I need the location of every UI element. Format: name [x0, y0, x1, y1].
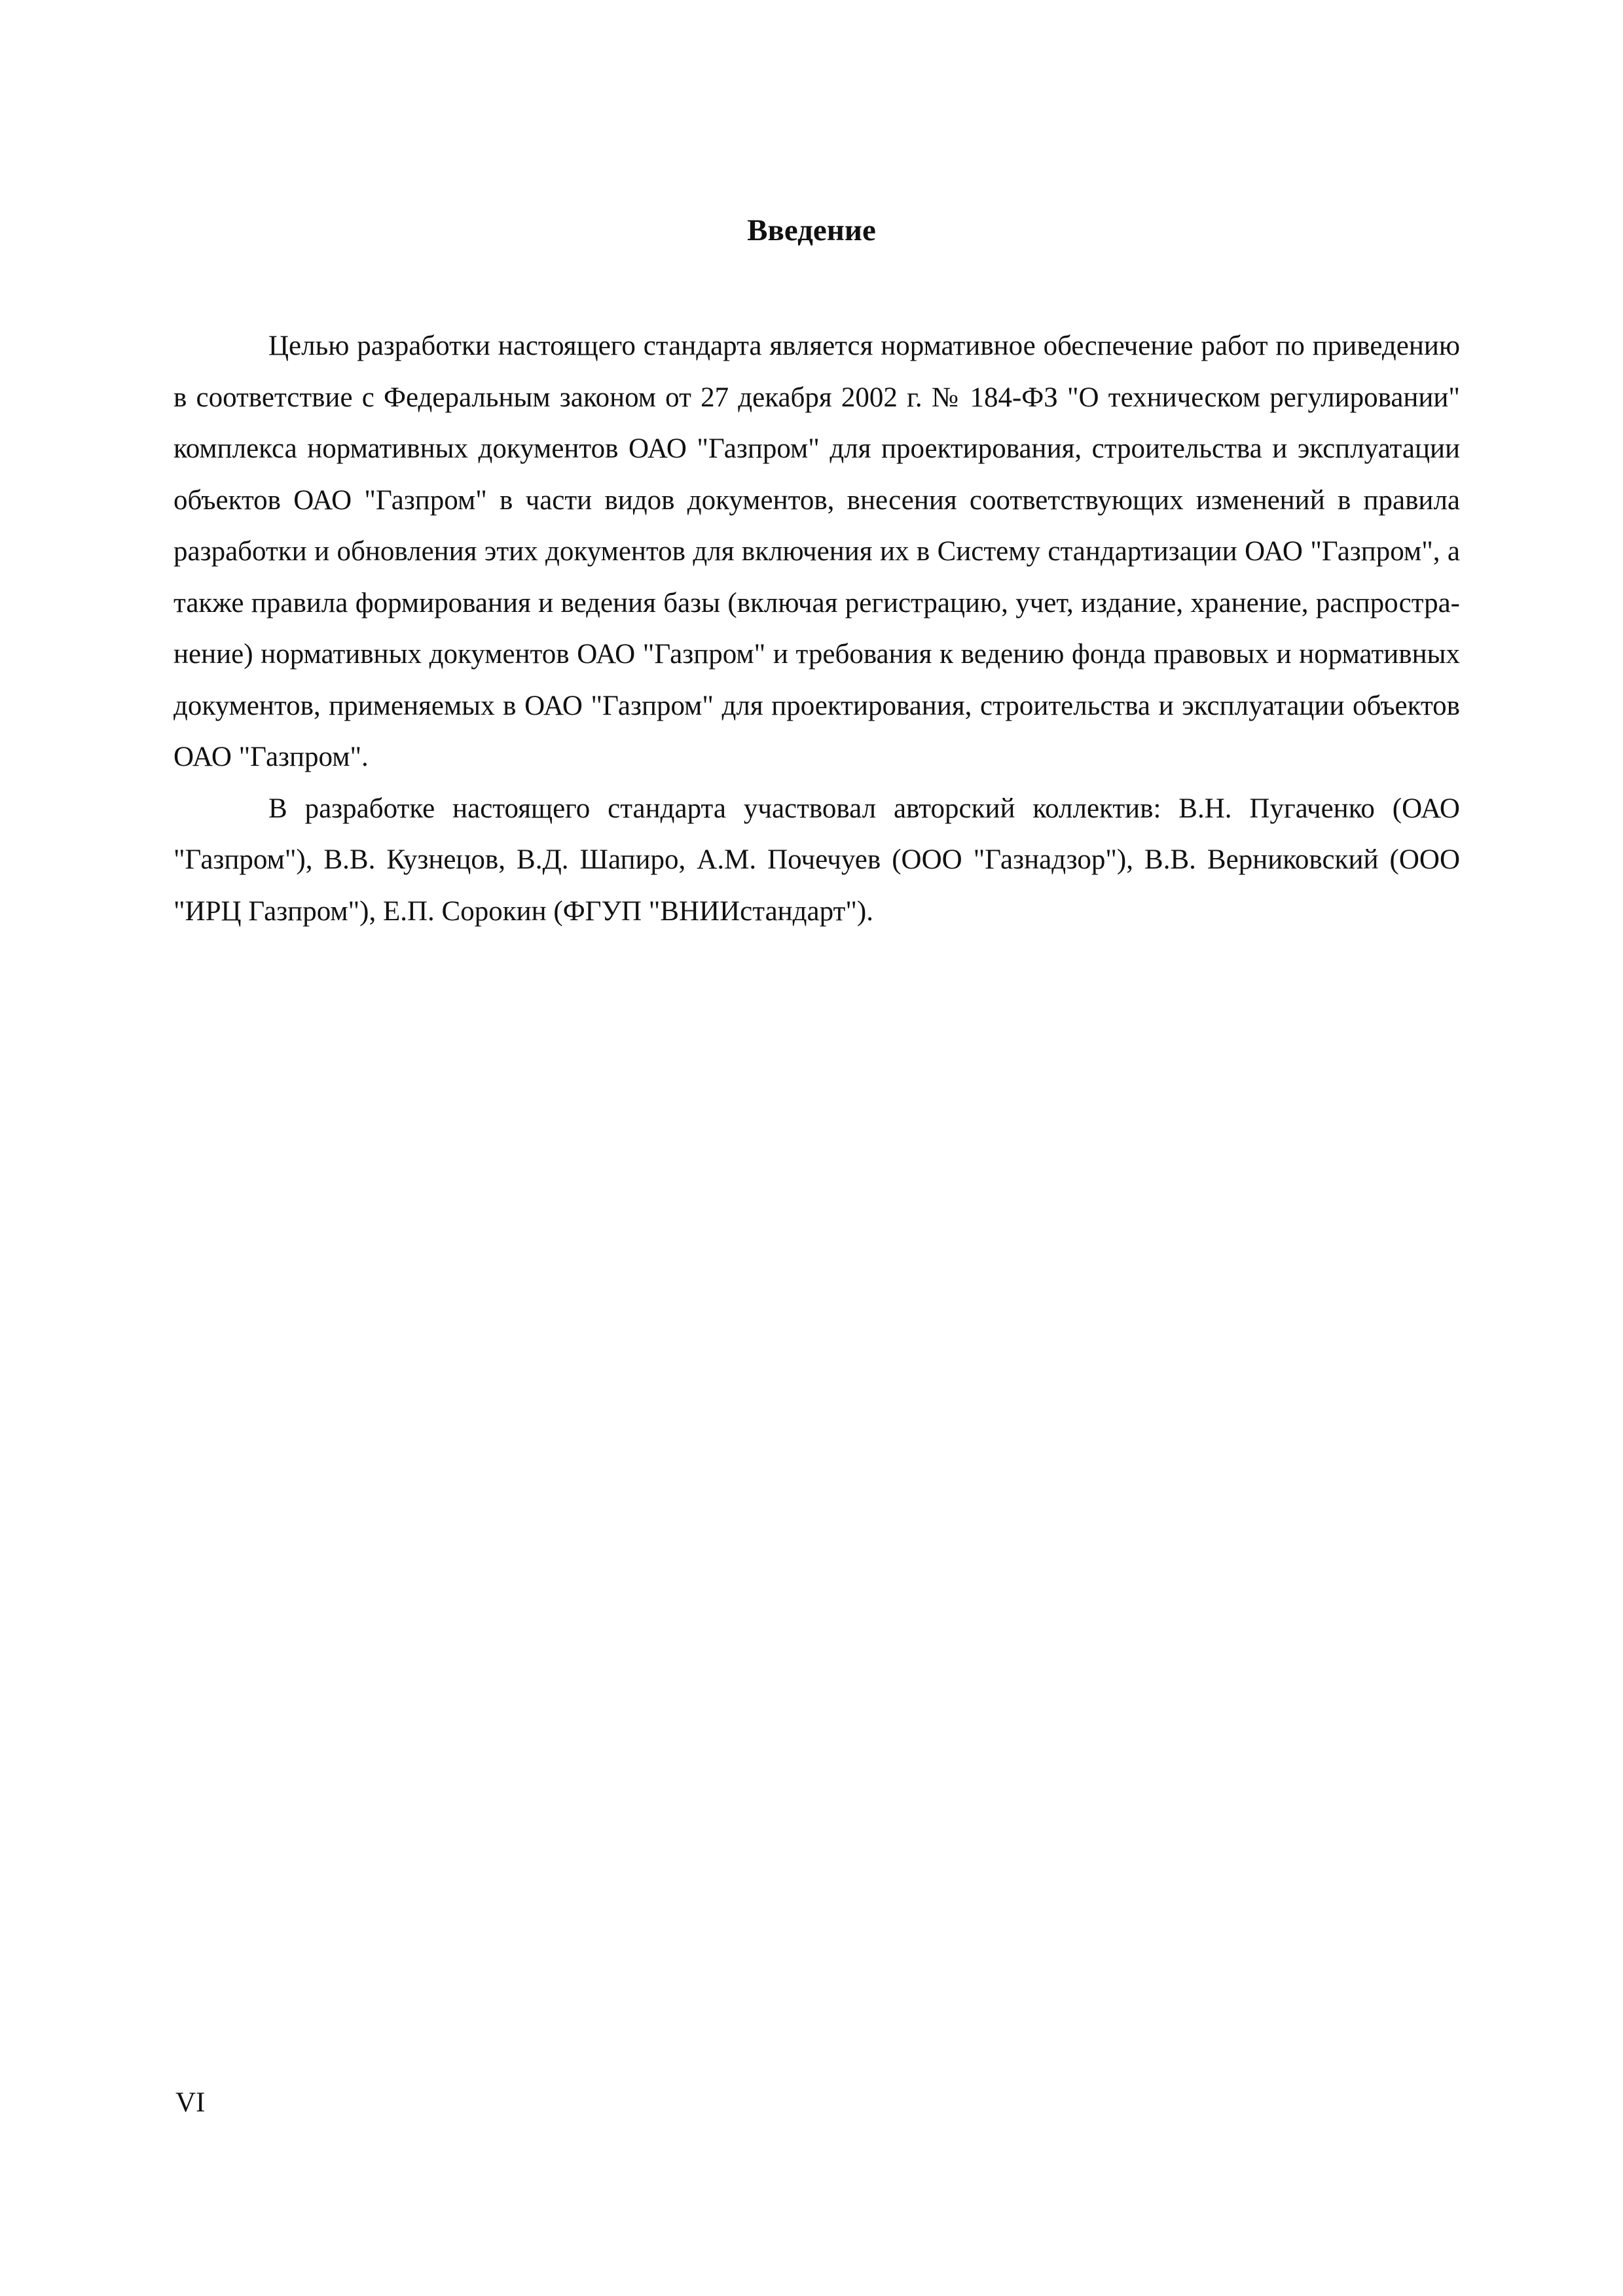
- body-text: [173, 321, 1460, 937]
- paragraph-authors: В разработке настоящего стандарта участвовал авторский коллектив: В.Н. Пугаченко (ОАО "Газпром"), В.В. Кузнецов, В.Д. Шапиро, А.М. Почечуев (ООО "Газнадзор"), В.В. Верниковский (ООО "ИРЦ Газпром"), Е.П. Сорокин (ФГУП "ВНИИстандарт").: [173, 793, 1460, 927]
- page-number: VI: [175, 2087, 206, 2118]
- section-title: Введение: [747, 213, 876, 247]
- paragraph-purpose: Целью разработки настоящего стандарта является нормативное обеспечение работ по приведению в соответствие с Федеральным законом от 27 декабря 2002 г. № 184-ФЗ "О техническом регулировании" комплекса нормативных документов ОАО "Газпром" для проектирования, строительства и эксплуатации объектов ОАО "Газпром" в части видов документов, внесения соответствующих изменений в правила разработки и обновления этих документов для включения их в Систему стандартизации ОАО "Газпром", а также правила формирования и ведения базы (включая регистрацию, учет, издание, хранение, распространение) нормативных документов ОАО "Газпром" и требования к ведению фонда правовых и нормативных документов, применяемых в ОАО "Газпром" для проектирования, строительства и эксплуатации объектов ОАО "Газпром".: [173, 331, 1460, 772]
